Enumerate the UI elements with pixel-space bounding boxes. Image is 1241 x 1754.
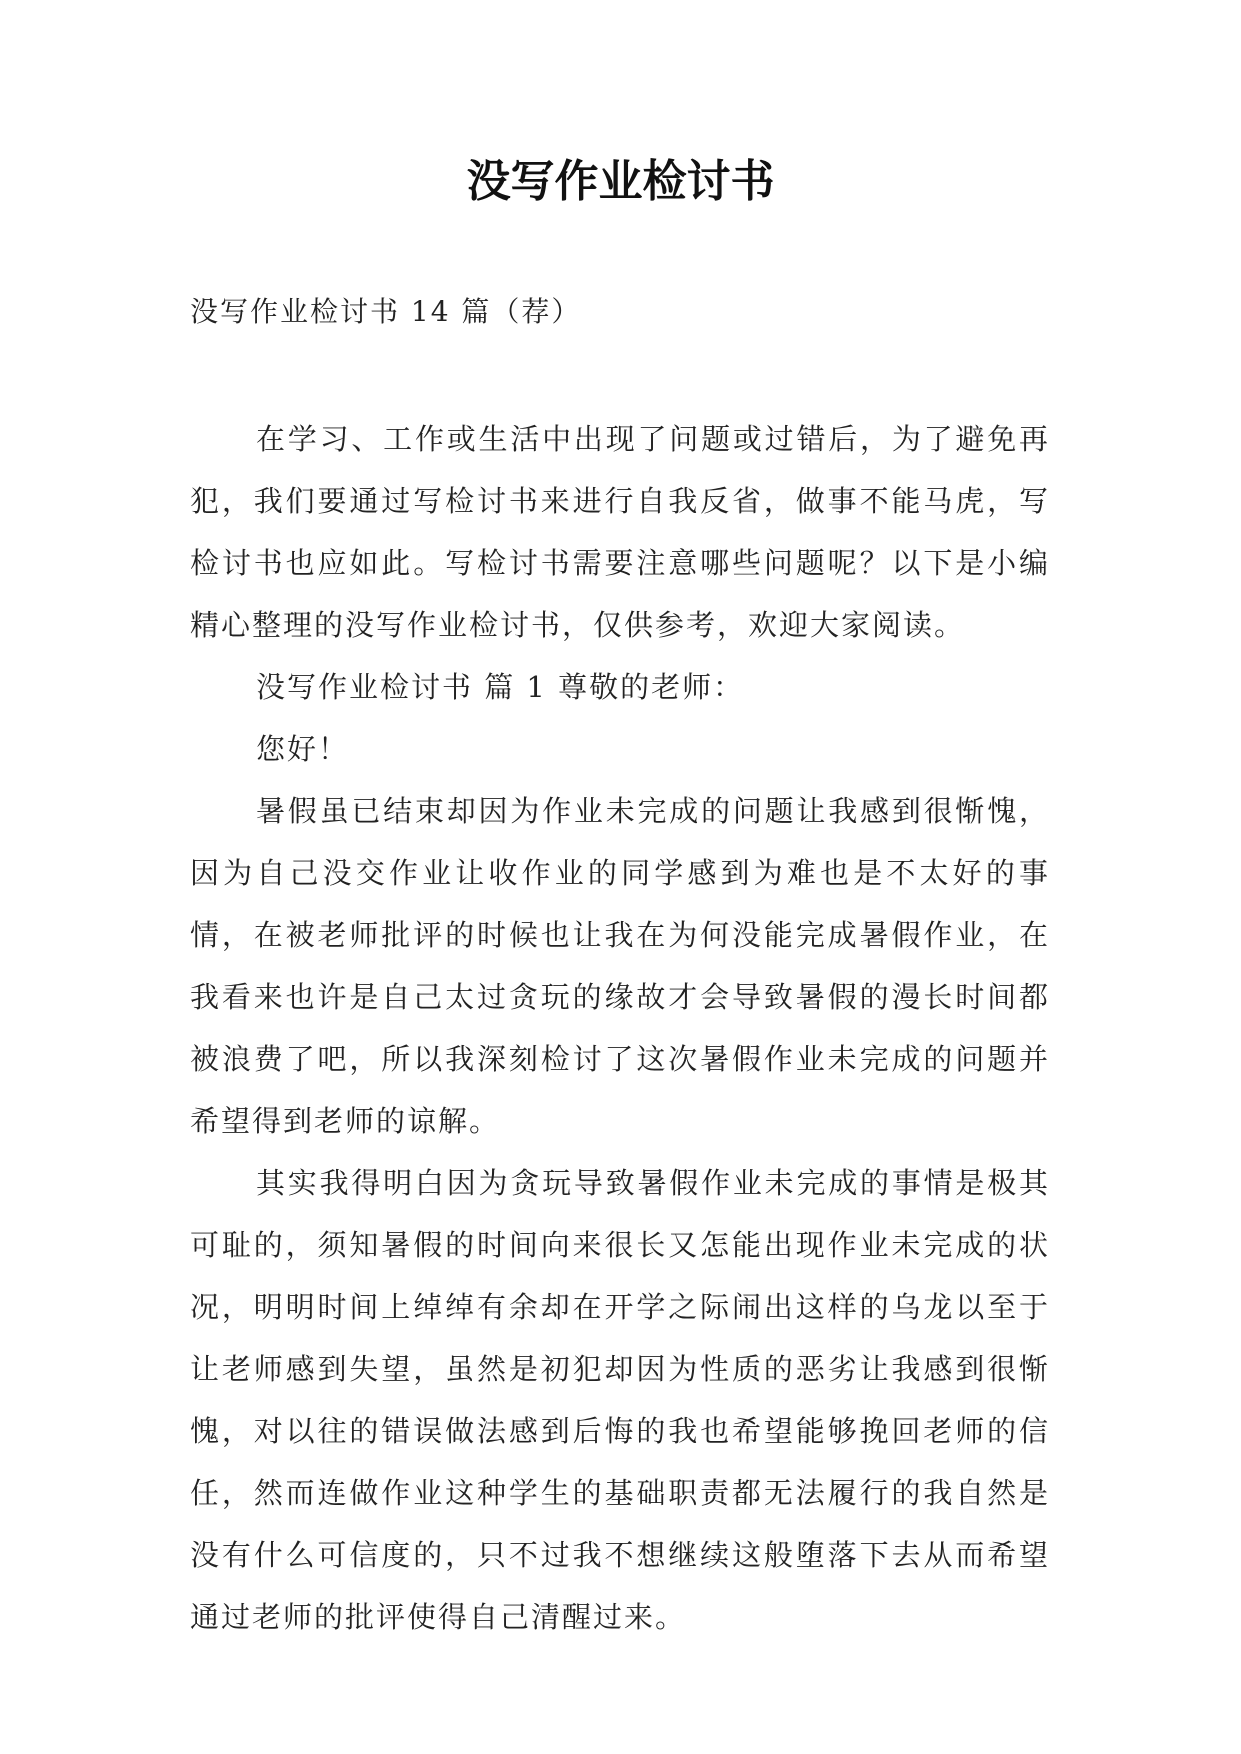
document-title: 没写作业检讨书 bbox=[466, 156, 775, 207]
document-subtitle: 没写作业检讨书 14 篇（荐） bbox=[190, 295, 582, 328]
paragraph-greeting: 您好！ bbox=[256, 732, 350, 766]
paragraph-body-2: 其实我得明白因为贪玩导致暑假作业未完成的事情是极其可耻的，须知暑假的时间向来很长又怎能出现作业未完成的状况，明明时间上绰绰有余却在开学之际闹出这样的乌龙以至于让老师感到失望，虽然是初犯却因为性质的恶劣让我感到很惭愧，对以往的错误做法感到后悔的我也希望能够挽回老师的信任，然而连做作业这种学生的基础职责都无法履行的我自然是没有什么可信度的，只不过我不想继续这般堕落下去从而希望通过老师的批评使得自己清醒过来。 bbox=[190, 1166, 1050, 1634]
paragraph-body-1: 暑假虽已结束却因为作业未完成的问题让我感到很惭愧，因为自己没交作业让收作业的同学感到为难也是不太好的事情，在被老师批评的时候也让我在为何没能完成暑假作业，在我看来也许是自己太过贪玩的缘故才会导致暑假的漫长时间都被浪费了吧，所以我深刻检讨了这次暑假作业未完成的问题并希望得到老师的谅解。 bbox=[190, 794, 1050, 1138]
paragraph-heading: 没写作业检讨书 篇 1 尊敬的老师： bbox=[256, 670, 745, 704]
document-body bbox=[190, 408, 1050, 1648]
paragraph-intro: 在学习、工作或生活中出现了问题或过错后，为了避免再犯，我们要通过写检讨书来进行自我反省，做事不能马虎，写检讨书也应如此。写检讨书需要注意哪些问题呢？以下是小编精心整理的没写作业检讨书，仅供参考，欢迎大家阅读。 bbox=[190, 422, 1050, 642]
